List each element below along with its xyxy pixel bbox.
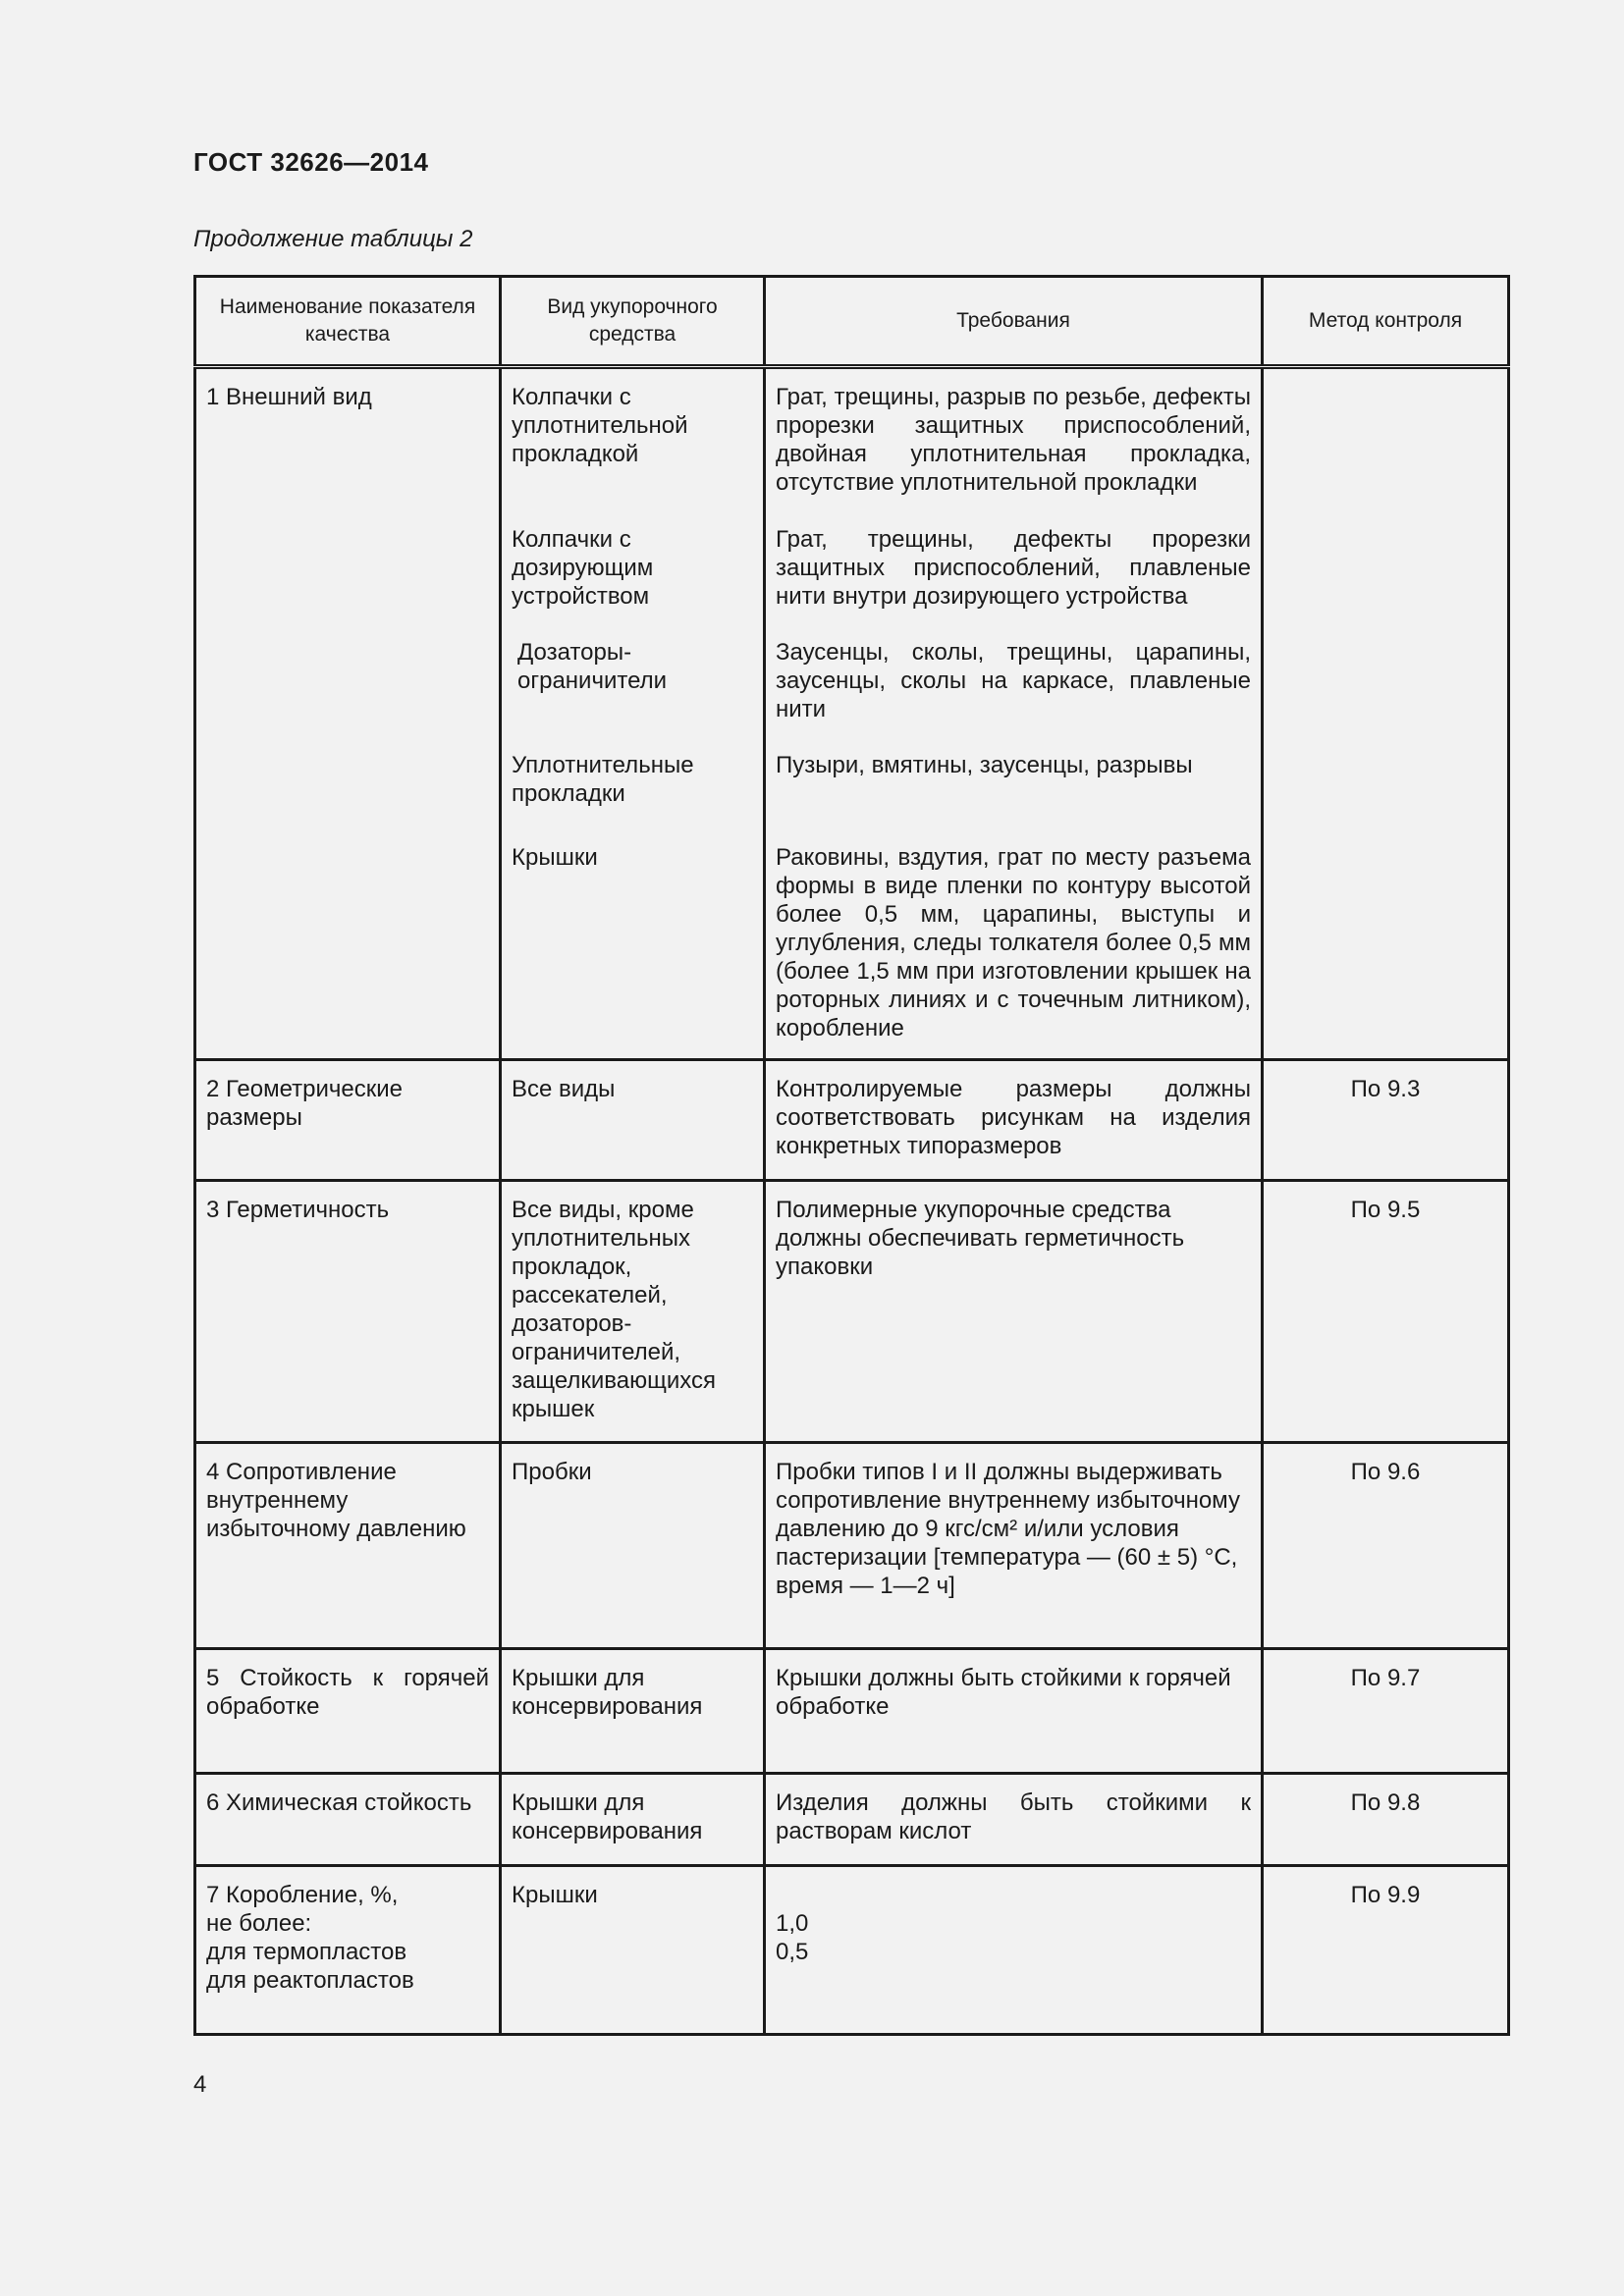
- row1-type-3: Дозаторы-ограничители: [517, 639, 668, 694]
- document-header: ГОСТ 32626—2014: [193, 147, 429, 177]
- table-row: [195, 1443, 1509, 1649]
- row1-type-2: Колпачки с дозирующим устройством: [512, 526, 654, 610]
- row1-requirements: [765, 367, 1263, 1060]
- row6-requirements: Изделия должны быть стойкими к растворам кислот: [765, 1774, 1263, 1866]
- row1-req-1: Грат, трещины, разрыв по резьбе, дефекты прорезки защитных приспособлений, двойная уплотнительная прокладка, отсутствие уплотнительной прокладки: [776, 384, 1251, 496]
- row4-name: 4 Сопротивление внутреннему избыточному давлению: [195, 1443, 501, 1649]
- row3-name: 3 Герметичность: [195, 1181, 501, 1443]
- row3-type: Все виды, кроме уплотнительных прокладок, рассекателей, дозаторов-ограничителей, защелкивающихся крышек: [501, 1181, 765, 1443]
- row1-req-3: Заусенцы, сколы, трещины, царапины, заусенцы, сколы на каркасе, плавленые нити: [776, 639, 1251, 722]
- row1-req-2: Грат, трещины, дефекты прорезки защитных приспособлений, плавленые нити внутри дозирующего устройства: [776, 526, 1251, 610]
- header-closure-type: Вид укупорочного средства: [501, 277, 765, 367]
- row5-name: 5 Стойкость к горячей обработке: [195, 1649, 501, 1774]
- row2-type: Все виды: [501, 1060, 765, 1181]
- row7-value-thermoplastic: 1,0: [776, 1910, 809, 1937]
- row4-requirements: Пробки типов I и II должны выдерживать сопротивление внутреннему избыточному давлению до 9 кгс/см² и/или условия пастеризации [температура — (60 ± 5) °С, время — 1—2 ч]: [765, 1443, 1263, 1649]
- row7-name: [195, 1866, 501, 2035]
- row7-type: Крышки: [501, 1866, 765, 2035]
- row5-type: Крышки для консервирования: [501, 1649, 765, 1774]
- row1-types: [501, 367, 765, 1060]
- row2-requirements: Контролируемые размеры должны соответствовать рисункам на изделия конкретных типоразмеров: [765, 1060, 1263, 1181]
- table-row: [195, 367, 1509, 1060]
- table-row: [195, 1774, 1509, 1866]
- row6-method: По 9.8: [1263, 1774, 1509, 1866]
- row5-method: По 9.7: [1263, 1649, 1509, 1774]
- row7-value-thermoset: 0,5: [776, 1939, 809, 1965]
- row4-method: По 9.6: [1263, 1443, 1509, 1649]
- header-quality-indicator: Наименование показателя качества: [195, 277, 501, 367]
- row1-req-5: Раковины, вздутия, грат по месту разъема формы в виде пленки по контуру высотой более 0,5 мм, царапины, выступы и углубления, следы толкателя более 0,5 мм (более 1,5 мм при изготовлении крышек на роторных линиях и с точечным литником), коробление: [776, 844, 1251, 1041]
- row6-type: Крышки для консервирования: [501, 1774, 765, 1866]
- table-row: [195, 1060, 1509, 1181]
- row2-method: По 9.3: [1263, 1060, 1509, 1181]
- row1-type-5: Крышки: [512, 844, 598, 871]
- table-row: [195, 1181, 1509, 1443]
- row1-method: [1263, 367, 1509, 1060]
- row1-req-4: Пузыри, вмятины, заусенцы, разрывы: [776, 752, 1193, 778]
- row7-values: [765, 1866, 1263, 2035]
- row7-name-line1: 7 Коробление, %, не более:: [206, 1882, 399, 1937]
- page-number: 4: [193, 2071, 207, 2098]
- table-row: [195, 1866, 1509, 2035]
- row1-type-4: Уплотнительные прокладки: [512, 752, 694, 807]
- row7-method: По 9.9: [1263, 1866, 1509, 2035]
- table-row: [195, 1649, 1509, 1774]
- table-caption: Продолжение таблицы 2: [193, 226, 473, 252]
- row3-requirements: Полимерные укупорочные средства должны обеспечивать герметичность упаковки: [765, 1181, 1263, 1443]
- row6-name: 6 Химическая стойкость: [195, 1774, 501, 1866]
- table-header-row: [195, 277, 1509, 367]
- row2-name: 2 Геометрические размеры: [195, 1060, 501, 1181]
- row7-name-line3: для реактопластов: [206, 1967, 414, 1994]
- row1-type-1: Колпачки с уплотнительной прокладкой: [512, 384, 688, 467]
- row5-requirements: Крышки должны быть стойкими к горячей обработке: [765, 1649, 1263, 1774]
- requirements-table: [193, 275, 1510, 2036]
- header-requirements: Требования: [765, 277, 1263, 367]
- row3-method: По 9.5: [1263, 1181, 1509, 1443]
- row1-name: 1 Внешний вид: [195, 367, 501, 1060]
- row7-name-line2: для термопластов: [206, 1939, 407, 1965]
- header-test-method: Метод контроля: [1263, 277, 1509, 367]
- row4-type: Пробки: [501, 1443, 765, 1649]
